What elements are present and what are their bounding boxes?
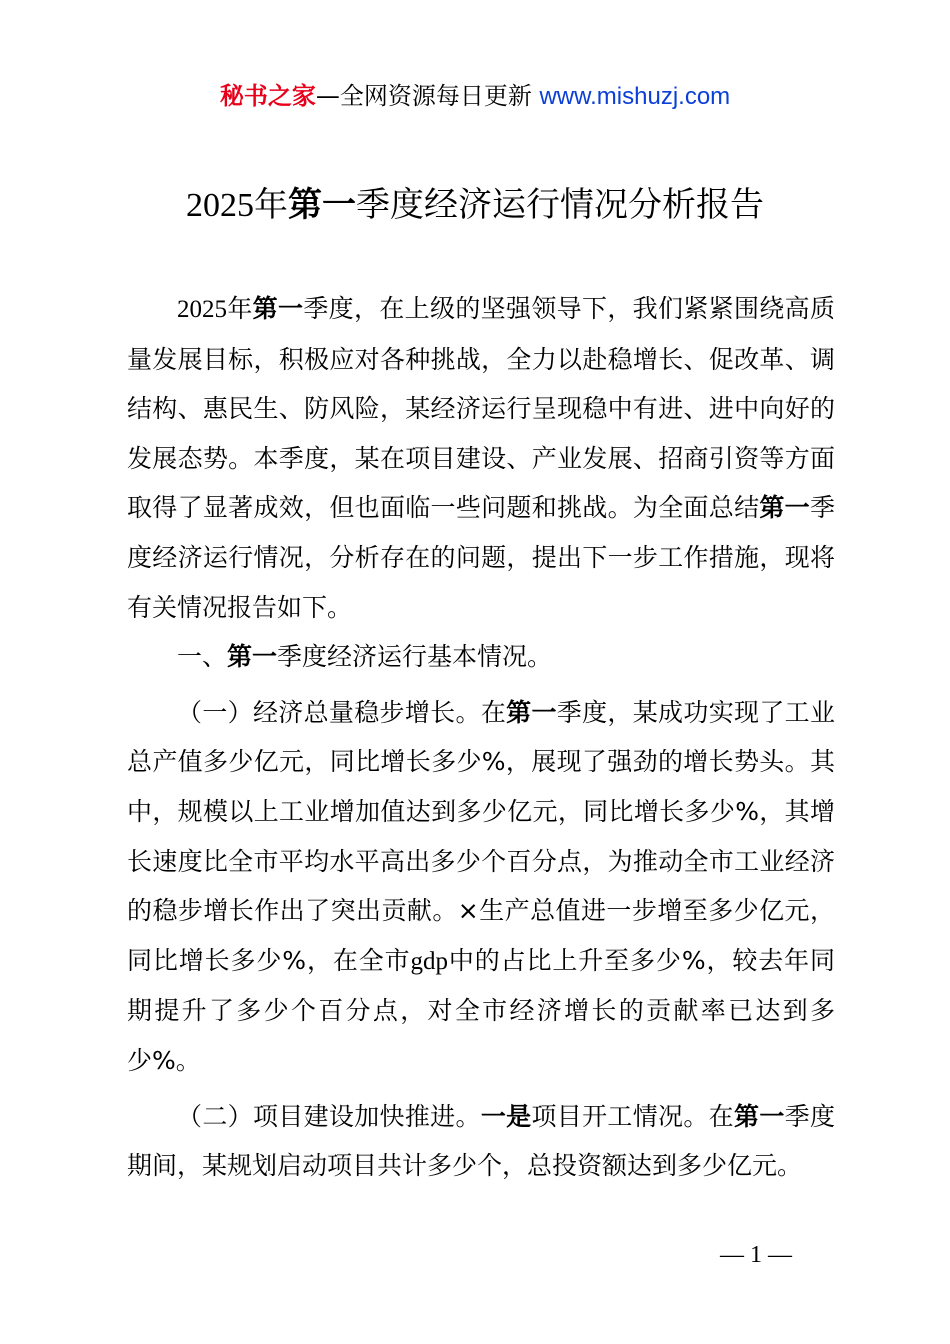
p3-bold: 第一 <box>506 697 557 727</box>
subsection-1-paragraph <box>127 688 835 1086</box>
subsection-2-paragraph <box>127 1092 835 1191</box>
p3-rest1: 季度，某成功实现了工业总产值多少亿元，同比增长多少%，展现了强劲的增长势头。其中，规模以上工业增加值达到多少亿元，同比增长多少%，其增长速度比全市平均水平高出多少个百分点，为推动全市工业经济的稳步增长作出了突出贡献。×生产总值进一步增至多少亿元，同比增长多少%，在全市 <box>127 697 835 975</box>
p4-mid: 项目开工情况。在 <box>531 1101 734 1131</box>
title-nian: 年 <box>254 185 288 225</box>
title-year: 2025 <box>186 187 254 224</box>
p4-rest: 季度期间，某规划启动项目共计多少个，总投资额达到多少亿元。 <box>127 1101 835 1181</box>
banner-tagline: —全网资源每日更新 <box>315 82 540 110</box>
p1-bold2: 第一 <box>759 493 810 523</box>
p1-rest: 季度，在上级的坚强领导下，我们紧紧围绕高质量发展目标，积极应对各种挑战，全力以赴稳增长、促改革、调结构、惠民生、防风险，某经济运行呈现稳中有进、进中向好的发展态势。本季度，某在项目建设、产业发展、招商引资等方面取得了显著成效，但也面临一些问题和挑战。为全面总结 <box>127 294 835 523</box>
p2-pre: 一、 <box>177 642 228 672</box>
p1-nian: 年 <box>227 294 253 323</box>
p1-bold: 第一 <box>252 294 304 323</box>
p3-rest2: 中的占比上升至多少%，较去年同期提升了多少个百分点，对全市经济增长的贡献率已达到多少%。 <box>127 945 835 1075</box>
title-bold: 第一 <box>288 185 356 225</box>
p2-rest: 季度经济运行基本情况。 <box>277 642 553 672</box>
p4-bold2: 第一 <box>734 1101 785 1131</box>
p1-rest2: 季度经济运行情况，分析存在的问题，提出下一步工作措施，现将有关情况报告如下。 <box>127 493 835 622</box>
title-rest: 季度经济运行情况分析报告 <box>356 185 764 225</box>
p4-pre: （二）项目建设加快推进。 <box>177 1101 481 1131</box>
page-number: — 1 — <box>720 1242 792 1268</box>
document-title <box>0 181 950 230</box>
section-heading <box>127 632 835 682</box>
site-url[interactable]: www.mishuzj.com <box>539 83 731 110</box>
site-banner <box>0 80 950 113</box>
p4-bold1: 一是 <box>480 1101 532 1131</box>
intro-paragraph <box>127 284 835 632</box>
p2-bold: 第一 <box>227 642 278 672</box>
p3-pre: （一）经济总量稳步增长。在 <box>177 697 507 727</box>
p3-gdp: gdp <box>410 947 448 975</box>
p1-year: 2025 <box>177 296 227 323</box>
brand-name: 秘书之家 <box>219 82 316 110</box>
document-body <box>127 284 835 1191</box>
